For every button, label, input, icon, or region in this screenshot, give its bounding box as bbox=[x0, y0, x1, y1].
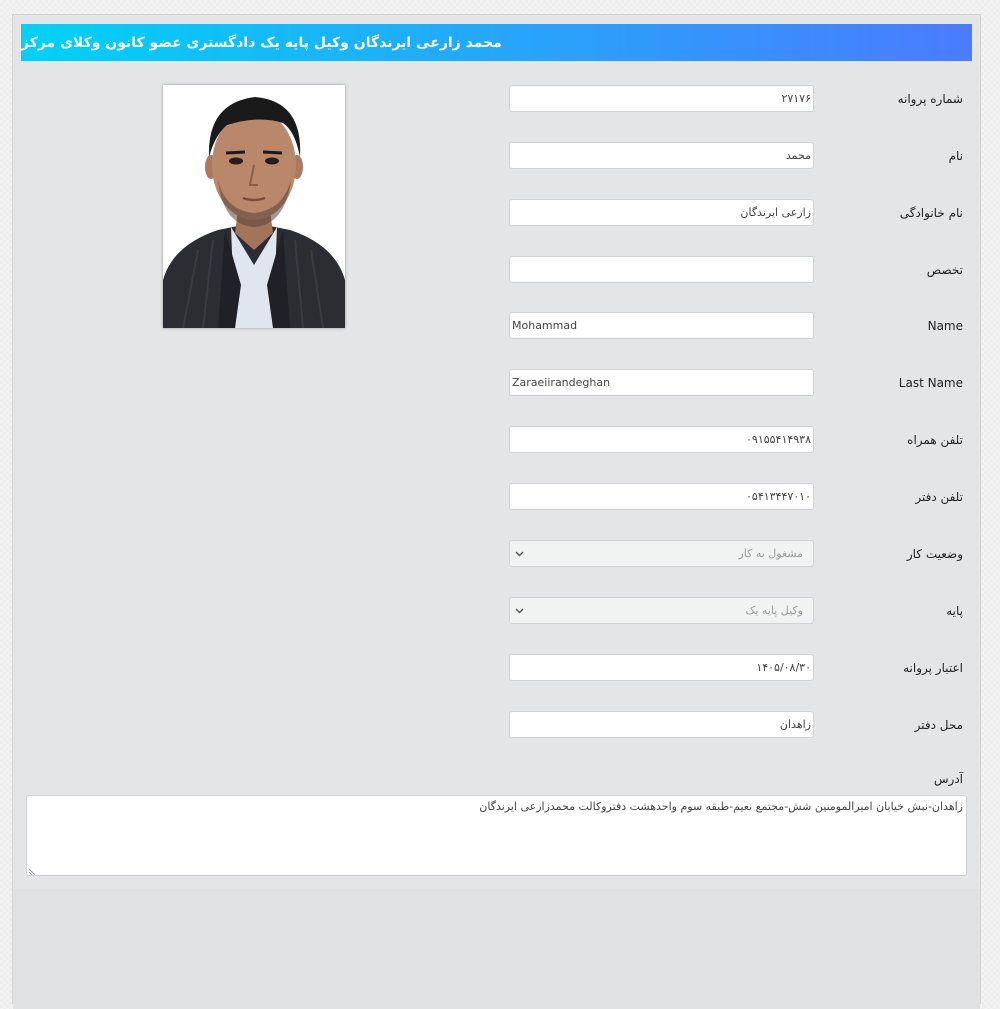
last-name-en-label: Last Name bbox=[898, 376, 963, 390]
office-location-label: محل دفتر bbox=[914, 718, 963, 732]
work-status-select[interactable] bbox=[509, 540, 814, 567]
address-value: زاهدان-نبش خیابان امیرالمومنین شش-مجتمع نعیم-طبقه سوم واحدهشت دفتروکالت محمدزارعی ایرندگان bbox=[479, 800, 963, 813]
lawyer-photo bbox=[163, 85, 345, 328]
license-validity-value: ۱۴۰۵/۰۸/۳۰ bbox=[756, 661, 811, 674]
name-en-label: Name bbox=[927, 319, 963, 333]
grade-select[interactable] bbox=[509, 597, 814, 624]
name-en-field[interactable] bbox=[509, 312, 814, 339]
name-en-value: Mohammad bbox=[512, 319, 578, 332]
address-label: آدرس bbox=[933, 772, 963, 786]
specialty-field[interactable] bbox=[509, 256, 814, 283]
last-name-en-value: Zaraeiirandeghan bbox=[512, 376, 611, 389]
work-status-label: وضعیت کار bbox=[906, 547, 963, 561]
last-name-label: نام خانوادگی bbox=[899, 206, 963, 220]
license-validity-field[interactable] bbox=[509, 654, 814, 681]
panel-footer-area bbox=[13, 889, 980, 1009]
license-validity-label: اعتبار پروانه bbox=[903, 661, 963, 675]
first-name-field[interactable] bbox=[509, 142, 814, 169]
specialty-label: تخصص bbox=[926, 263, 963, 277]
first-name-value: محمد bbox=[785, 149, 811, 162]
office-location-value: زاهدان bbox=[779, 718, 811, 731]
office-location-field[interactable] bbox=[509, 711, 814, 738]
work-status-value: مشغول به کار bbox=[738, 547, 803, 560]
chevron-down-icon bbox=[514, 549, 524, 559]
last-name-en-field[interactable] bbox=[509, 369, 814, 396]
mobile-value: ۰۹۱۵۵۴۱۴۹۳۸ bbox=[746, 433, 811, 446]
address-textarea[interactable] bbox=[26, 795, 967, 876]
last-name-field[interactable] bbox=[509, 199, 814, 226]
grade-value: وکیل پایه یک bbox=[745, 604, 803, 617]
grade-label: پایه bbox=[946, 604, 963, 618]
office-phone-value: ۰۵۴۱۳۴۴۷۰۱۰ bbox=[746, 490, 811, 503]
license-number-value: ۲۷۱۷۶ bbox=[781, 92, 811, 105]
mobile-label: تلفن همراه bbox=[907, 433, 963, 447]
portrait-image bbox=[163, 85, 345, 328]
first-name-label: نام bbox=[948, 149, 963, 163]
office-phone-field[interactable] bbox=[509, 483, 814, 510]
license-number-field[interactable] bbox=[509, 85, 814, 112]
last-name-value: زارعی ایرندگان bbox=[740, 206, 811, 219]
page-title: محمد زارعی ایرندگان وکیل پایه یک دادگستری عضو کانون وکلای مرکز bbox=[21, 34, 502, 51]
page-header bbox=[21, 24, 972, 61]
chevron-down-icon bbox=[514, 606, 524, 616]
mobile-field[interactable] bbox=[509, 426, 814, 453]
resize-grip-icon[interactable] bbox=[29, 865, 37, 873]
license-number-label: شماره پروانه bbox=[897, 92, 963, 106]
office-phone-label: تلفن دفتر bbox=[915, 490, 963, 504]
